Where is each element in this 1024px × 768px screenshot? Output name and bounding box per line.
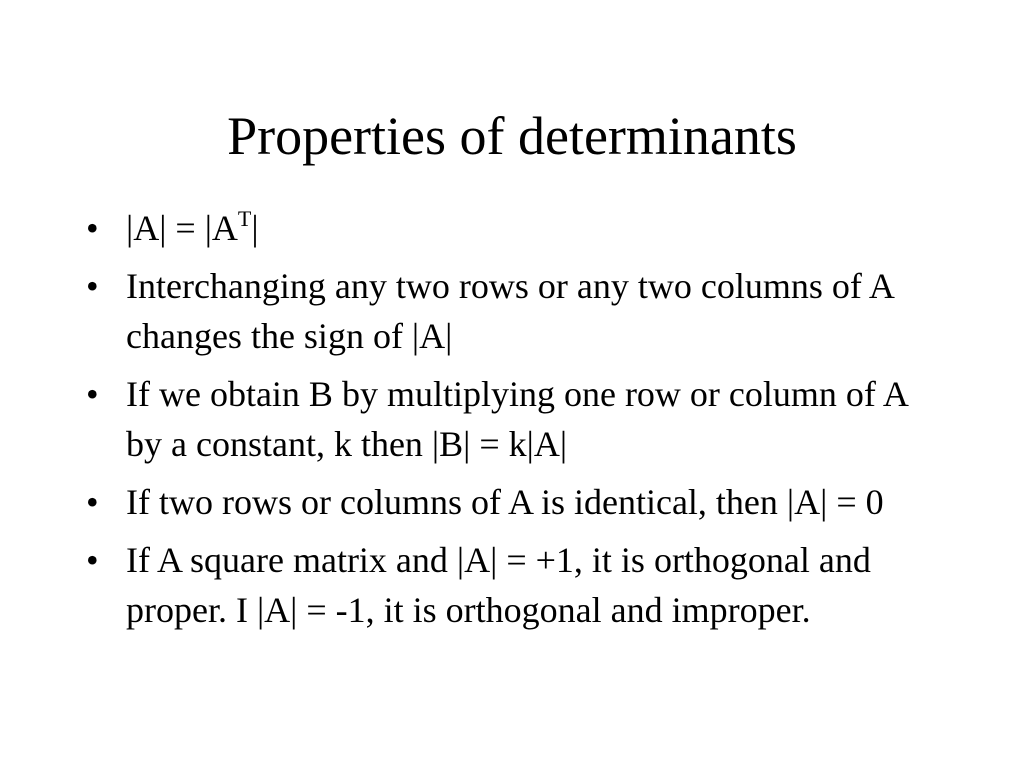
bullet-item-orthogonal [86, 535, 946, 635]
bullet-icon: • [86, 266, 99, 306]
bullet-item-scalar-multiple [86, 369, 946, 469]
transpose-superscript: T [237, 206, 252, 231]
bullet-icon: • [86, 208, 99, 248]
bullet-text [126, 208, 259, 248]
bullet-item-transpose [86, 203, 946, 253]
formula-part: |A| = |A [126, 208, 238, 248]
bullet-text: If two rows or columns of A is identical, then |A| = 0 [126, 482, 884, 522]
bullet-icon: • [86, 540, 99, 580]
bullet-item-identical-rows [86, 477, 946, 527]
formula-part: | [251, 208, 259, 248]
slide-title: Properties of determinants [227, 106, 797, 166]
bullet-text: If we obtain B by multiplying one row or column of A by a constant, k then |B| = k|A| [126, 374, 907, 464]
bullet-text: If A square matrix and |A| = +1, it is orthogonal and proper. I |A| = -1, it is orthogonal and improper. [126, 540, 871, 630]
bullet-item-interchange [86, 261, 946, 361]
bullet-list [86, 203, 946, 643]
bullet-icon: • [86, 482, 99, 522]
bullet-text: Interchanging any two rows or any two columns of A changes the sign of |A| [126, 266, 893, 356]
bullet-icon: • [86, 374, 99, 414]
